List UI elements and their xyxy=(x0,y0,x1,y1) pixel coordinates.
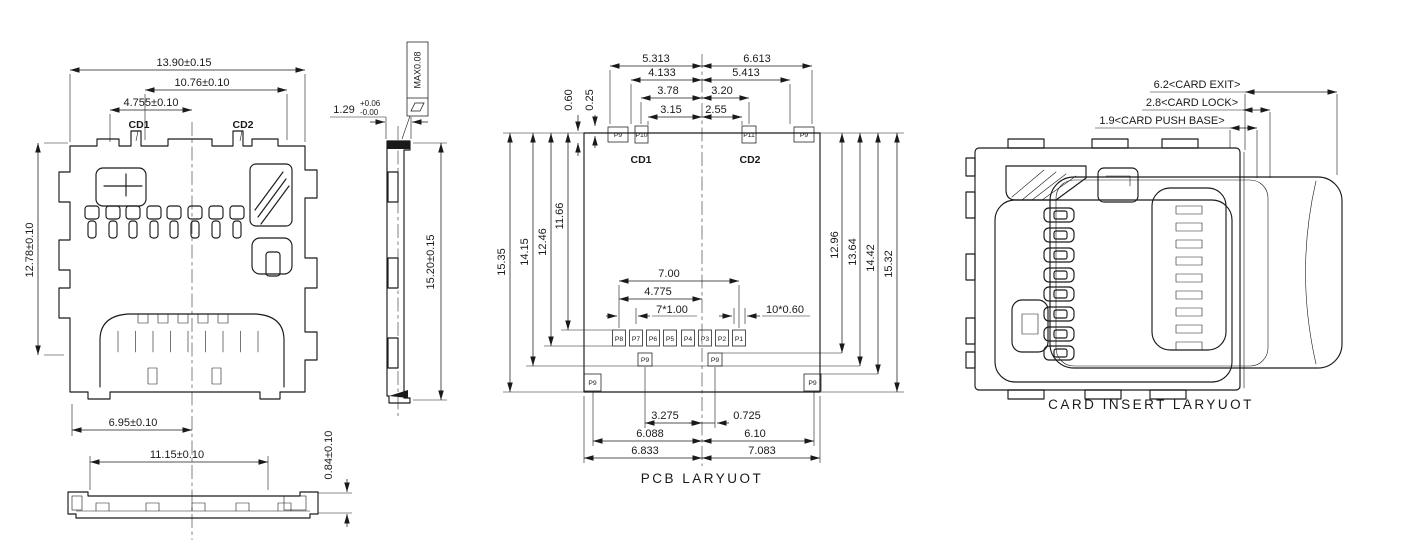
pcb-dim-top-5: 3.20 xyxy=(711,85,733,97)
pcb-dim-left-1: 14.15 xyxy=(519,238,531,266)
bottom-view-outline xyxy=(68,492,318,518)
pcb-dim-top-6: 3.15 xyxy=(660,104,682,116)
dim-card-exit: 6.2<CARD EXIT> xyxy=(1153,79,1241,91)
contact-springs xyxy=(85,206,244,238)
dim-thickness: 1.29 xyxy=(333,104,355,116)
pad-label-p2: P2 xyxy=(717,336,727,343)
pcb-dim-right-0: 12.96 xyxy=(829,231,841,259)
pcb-dim-top-7: 2.55 xyxy=(705,104,727,116)
pcb-dim-left-2: 12.46 xyxy=(537,228,549,256)
pcb-dim-bottom-2: 6.088 xyxy=(636,428,664,440)
pad-label-p7: P7 xyxy=(631,336,641,343)
pcb-dim-left-0: 15.35 xyxy=(496,248,508,276)
pad-label-p8: P8 xyxy=(614,336,624,343)
pcb-dim-lines xyxy=(503,66,904,463)
dim-card-push-base: 1.9<CARD PUSH BASE> xyxy=(1099,115,1225,127)
pcb-top-pads xyxy=(608,126,814,143)
inserted-card xyxy=(1050,152,1342,388)
dim-top-height-left: 12.78±0.10 xyxy=(24,222,36,278)
dim-thickness-tol-upper: +0.06 xyxy=(360,99,381,108)
label-cd2-pcb: CD2 xyxy=(739,154,761,166)
pcb-dim-right-1: 13.64 xyxy=(847,238,859,266)
pad-label-p6: P6 xyxy=(648,336,658,343)
pad-label-p11: P11 xyxy=(743,132,755,139)
card-insert-frame xyxy=(975,148,1240,390)
pcb-layout-title: PCB LARYUOT xyxy=(640,471,764,486)
pcb-dim-center-0: 7.00 xyxy=(658,268,680,280)
pcb-dim-center-3: 10*0.60 xyxy=(766,304,804,316)
pcb-dim-bottom-4: 6.833 xyxy=(631,445,659,457)
pcb-dim-top-4: 3.78 xyxy=(657,85,679,97)
latch-mechanism xyxy=(96,168,146,206)
dim-top-width-mid: 10.76±0.10 xyxy=(174,77,230,89)
dim-bottomview-width: 11.15±0.10 xyxy=(149,449,205,461)
pad-label-p9-lower-left: P9 xyxy=(640,357,650,364)
pcb-layout-drawing xyxy=(496,53,904,486)
pad-label-p9-bottom-right: P9 xyxy=(808,380,817,387)
flatness-callout xyxy=(407,42,428,116)
pad-label-p9-bottom-left: P9 xyxy=(588,380,597,387)
pad-label-p10: P10 xyxy=(635,132,648,139)
label-cd2-top-view: CD2 xyxy=(232,119,254,131)
pcb-dim-bottom-1: 0.725 xyxy=(733,410,761,422)
pcb-contact-pads xyxy=(613,330,746,346)
pcb-dim-right-3: 15.32 xyxy=(883,250,895,278)
pcb-dim-topleft-0: 0.60 xyxy=(563,89,575,111)
flatness-symbol-icon xyxy=(411,103,424,111)
pcb-dim-topleft-1: 0.25 xyxy=(584,89,596,111)
pad-label-p3: P3 xyxy=(700,336,710,343)
card-insert-title: CARD INSERT LARYUOT xyxy=(1048,397,1254,412)
pcb-dim-top-3: 5.413 xyxy=(732,67,760,79)
pad-label-p9-top-right: P9 xyxy=(799,132,809,139)
pcb-dim-center-2: 7*1.00 xyxy=(656,304,688,316)
dim-card-lock: 2.8<CARD LOCK> xyxy=(1145,97,1239,109)
pad-label-p4: P4 xyxy=(683,336,693,343)
pad-label-p5: P5 xyxy=(665,336,675,343)
pcb-dim-bottom-5: 7.083 xyxy=(748,445,776,457)
pcb-dim-top-0: 5.313 xyxy=(642,53,670,65)
eject-mechanism xyxy=(250,164,292,276)
card-insert-drawing xyxy=(966,79,1342,412)
pcb-dim-bottom-0: 3.275 xyxy=(651,410,679,422)
side-view-tabs xyxy=(388,172,398,368)
label-cd1-top-view: CD1 xyxy=(128,119,150,131)
pad-label-p9-top-left: P9 xyxy=(613,132,623,139)
pcb-dim-top-1: 6.613 xyxy=(743,53,771,65)
dim-top-width-outer: 13.90±0.15 xyxy=(156,57,212,69)
dim-bottomview-height: 0.84±0.10 xyxy=(323,430,335,480)
pcb-dim-center-1: 4.775 xyxy=(644,286,672,298)
card-insert-frame-tabs xyxy=(966,139,1198,399)
pcb-dim-left-3: 11.66 xyxy=(554,202,566,230)
side-view-drawing xyxy=(330,42,447,416)
label-cd1-pcb: CD1 xyxy=(630,154,652,166)
pcb-dim-top-2: 4.133 xyxy=(648,67,676,79)
dim-top-bottom-width: 6.95±0.10 xyxy=(108,417,158,429)
top-view-drawing xyxy=(24,57,355,540)
bottom-view-drawing xyxy=(68,431,335,518)
pcb-dim-bottom-3: 6.10 xyxy=(744,428,766,440)
pcb-dim-right-2: 14.42 xyxy=(865,244,877,272)
dim-thickness-tol-lower: -0.00 xyxy=(360,108,379,117)
card-insert-latch xyxy=(1006,166,1138,352)
dim-side-height: 15.20±0.15 xyxy=(425,234,437,290)
flatness-note: MAX0.08 xyxy=(412,51,423,89)
dim-top-width-inner: 4.755±0.10 xyxy=(123,97,179,109)
pad-label-p1: P1 xyxy=(734,336,744,343)
pcb-lower-pads xyxy=(584,353,821,391)
pad-label-p9-lower-right: P9 xyxy=(710,357,720,364)
